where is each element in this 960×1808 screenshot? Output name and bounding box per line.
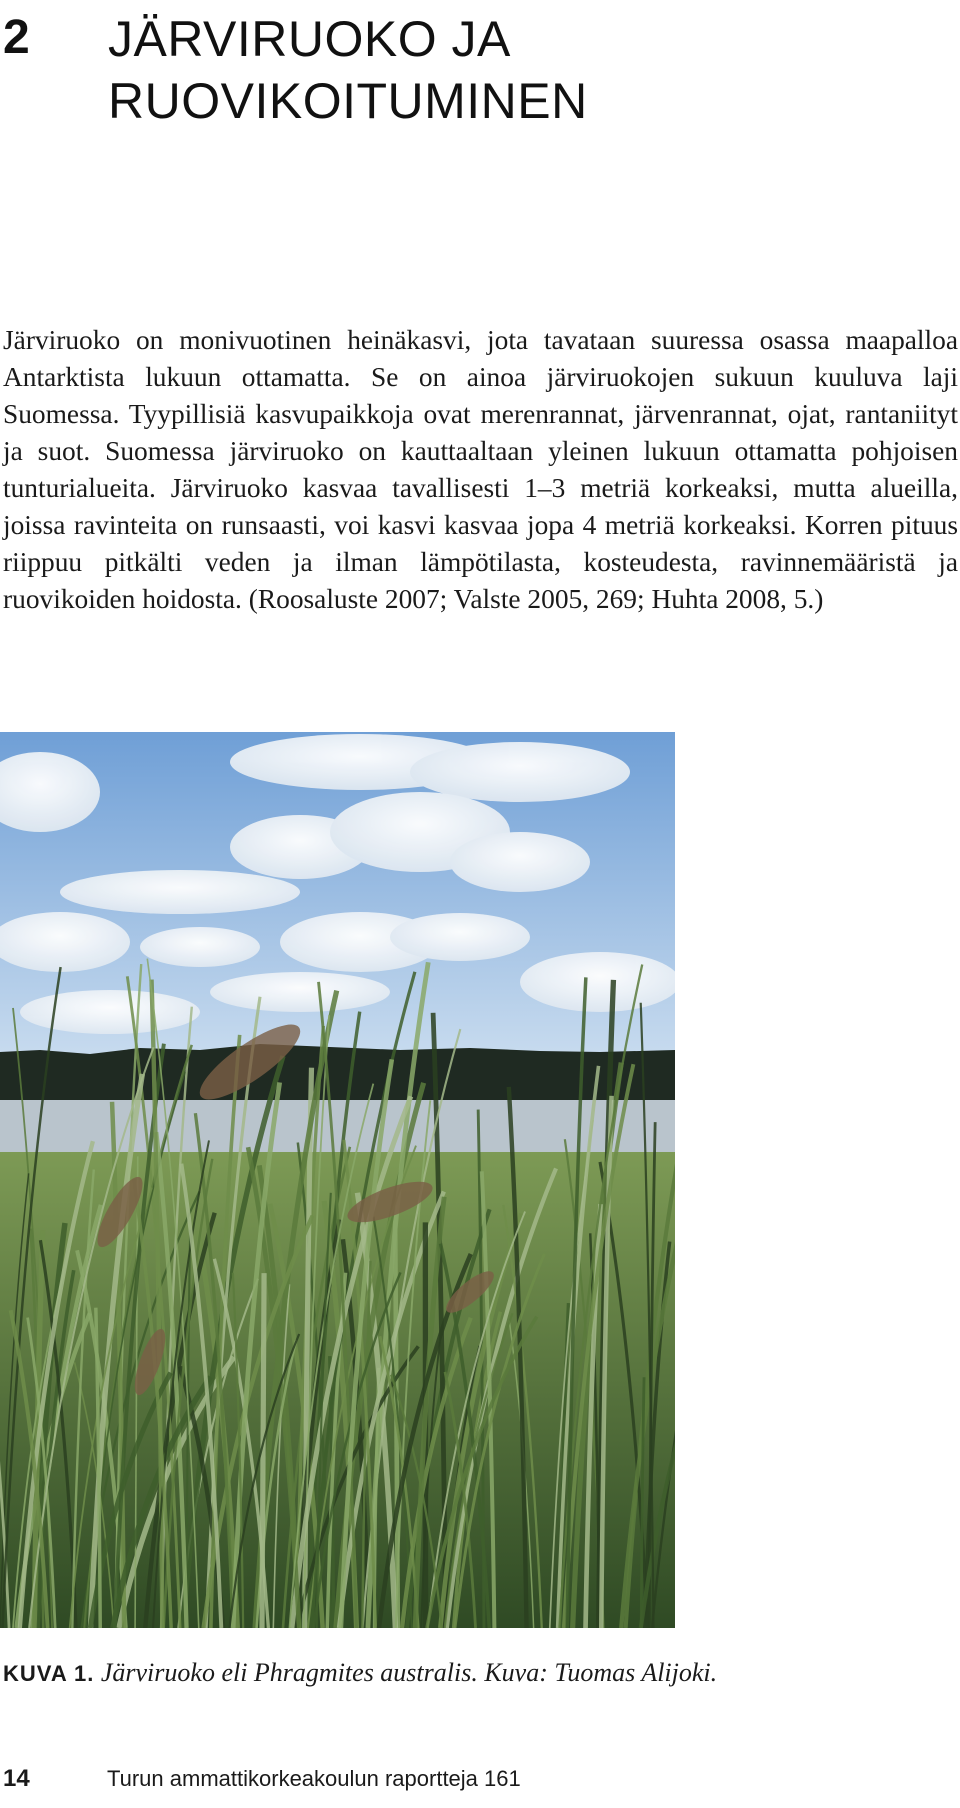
chapter-number: 2: [3, 11, 30, 64]
reed-photo-illustration: [0, 732, 675, 1628]
caption-label: KUVA 1.: [3, 1661, 95, 1686]
page-number: 14: [3, 1765, 30, 1792]
caption-text: Järviruoko eli Phragmites australis. Kuva: Tuomas Alijoki.: [100, 1658, 718, 1687]
chapter-title-line-2: RUOVIKOITUMINEN: [108, 73, 588, 129]
reed-photo: [0, 732, 675, 1628]
body-paragraph: Järviruoko on monivuotinen heinäkasvi, jota tavataan suuressa osassa maapalloa Antarktista lukuun ottamatta. Se on ainoa järviruokojen sukuun kuuluva laji Suomessa. Tyypillisiä kasvupaikkoja ovat merenrannat, järvenrannat, ojat, rantaniityt ja suot. Suomessa järviruoko on kauttaaltaan yleinen lukuun ottamatta pohjoisen tunturialueita. Järviruoko kasvaa tavallisesti 1–3 metriä korkeaksi, mutta alueilla, joissa ravinteita on runsaasti, voi kasvi kasvaa jopa 4 metriä korkeaksi. Korren pituus riippuu pitkälti veden ja ilman lämpötilasta, kosteudesta, ravinnemääristä ja ruovikoiden hoidosta. (Roosaluste 2007; Valste 2005, 269; Huhta 2008, 5.): [3, 325, 958, 614]
page-footer: [3, 1764, 943, 1794]
treeline: [0, 1044, 675, 1102]
report-series: Turun ammattikorkeakoulun raportteja 161: [107, 1766, 521, 1791]
chapter-title-line-1: JÄRVIRUOKO JA: [108, 11, 511, 67]
figure-caption: [3, 1656, 943, 1691]
chapter-title: [108, 8, 928, 132]
